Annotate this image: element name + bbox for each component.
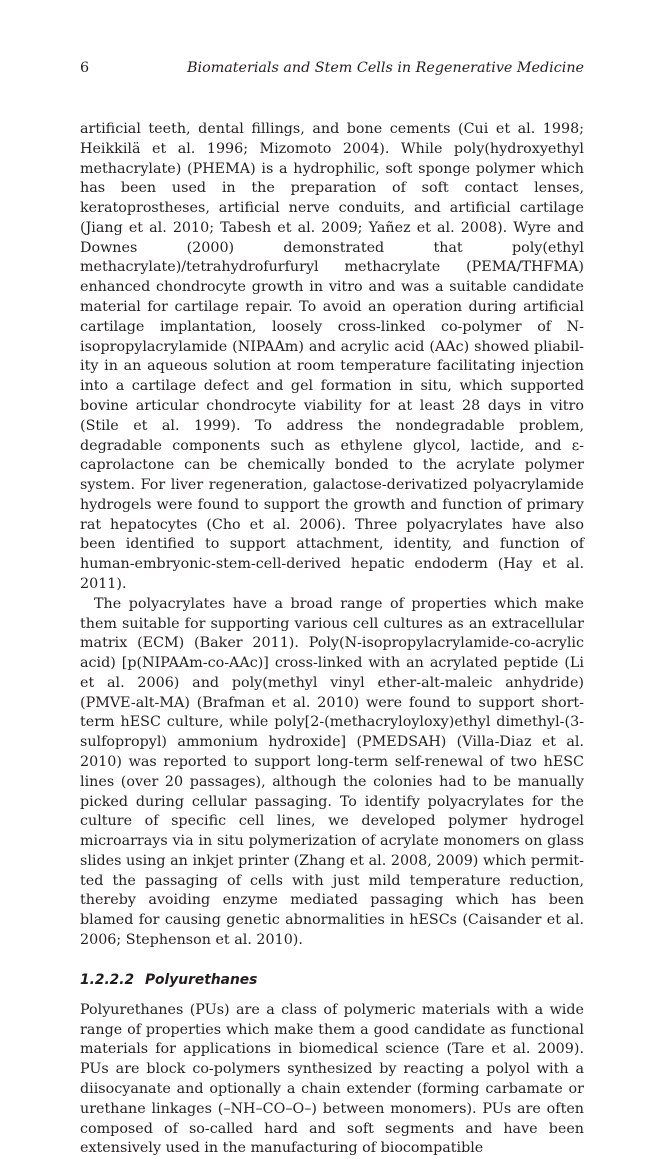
- running-title: Biomaterials and Stem Cells in Regenerative Medicine: [187, 60, 584, 76]
- section-number: 1.2.2.2: [80, 971, 135, 988]
- body-text: [80, 120, 584, 1159]
- paragraph-1: artificial teeth, dental fillings, and bone cements (Cui et al. 1998; Heikkilä et al. 1996; Mizomoto 2004). While poly(hydroxyethyl methacrylate) (PHEMA) is a hydrophilic, soft sponge polymer which has been used in the preparation of soft contact lenses, keratoprostheses, artificial nerve conduits, and artificial cartilage (Jiang et al. 2010; Tabesh et al. 2009; Yañez et al. 2008). Wyre and Downes (2000) demonstrated that poly(ethyl methacrylate)/tetrahydrofurfuryl methacrylate (PEMA/THFMA) enhanced chondrocyte growth in vitro and was a suitable candidate material for cartilage repair. To avoid an operation during artificial cartilage implantation, loosely cross-linked co-polymer of N-isopropylacrylamide (NIPAAm) and acrylic acid (AAc) showed pliability in an aqueous solution at room temperature facilitating injection into a cartilage defect and gel formation in situ, which supported bovine articular chondrocyte viability for at least 28 days in vitro (Stile et al. 1999). To address the nondegradable problem, degradable components such as ethylene glycol, lactide, and ε-caprolactone can be chemically bonded to the acrylate polymer system. For liver regeneration, galactose-derivatized polyacrylamide hydrogels were found to support the growth and function of primary rat hepatocytes (Cho et al. 2006). Three polyacrylates have also been identified to support attachment, identity, and function of human-embryonic-stem-cell-derived hepatic endoderm (Hay et al. 2011).: [80, 121, 584, 592]
- section-title: Polyurethanes: [144, 971, 258, 988]
- section-heading: [80, 971, 584, 990]
- paragraph-3: Polyurethanes (PUs) are a class of polymeric materials with a wide range of properties which make them a good candidate as functional materials for applications in biomedical science (Tare et al. 2009). PUs are block co-polymers synthesized by reacting a polyol with a diisocyanate and optionally a chain extender (forming carbamate or urethane linkages (–NH–CO–O–) between monomers). PUs are often composed of so-called hard and soft segments and have been extensively used in the manufacturing of biocompatible: [80, 1001, 584, 1157]
- paragraph-2: The polyacrylates have a broad range of properties which make them suitable for supporting various cell cultures as an extracellular matrix (ECM) (Baker 2011). Poly(N-isopropylacrylamide-co-acrylic acid) [p(NIPAAm-co-AAc)] cross-linked with an acrylated peptide (Li et al. 2006) and poly(methyl vinyl ether-alt-maleic anhydride) (PMVE-alt-MA) (Brafman et al. 2010) were found to support short-term hESC culture, while poly[2-(methacryloyloxy)ethyl dimethyl-(3-sulfopropyl) ammonium hydroxide] (PMEDSAH) (Villa-Diaz et al. 2010) was reported to support long-term self-renewal of two hESC lines (over 20 passages), although the colonies had to be manually picked during cellular passaging. To identify polyacrylates for the culture of specific cell lines, we developed polymer hydrogel microarrays via in situ polymerization of acrylate monomers on glass slides using an inkjet printer (Zhang et al. 2008, 2009) which permitted the passaging of cells with just mild temperature reduction, thereby avoiding enzyme mediated passaging which has been blamed for causing genetic abnormalities in hESCs (Caisander et al. 2006; Stephenson et al. 2010).: [80, 595, 584, 949]
- page-number: 6: [80, 60, 90, 76]
